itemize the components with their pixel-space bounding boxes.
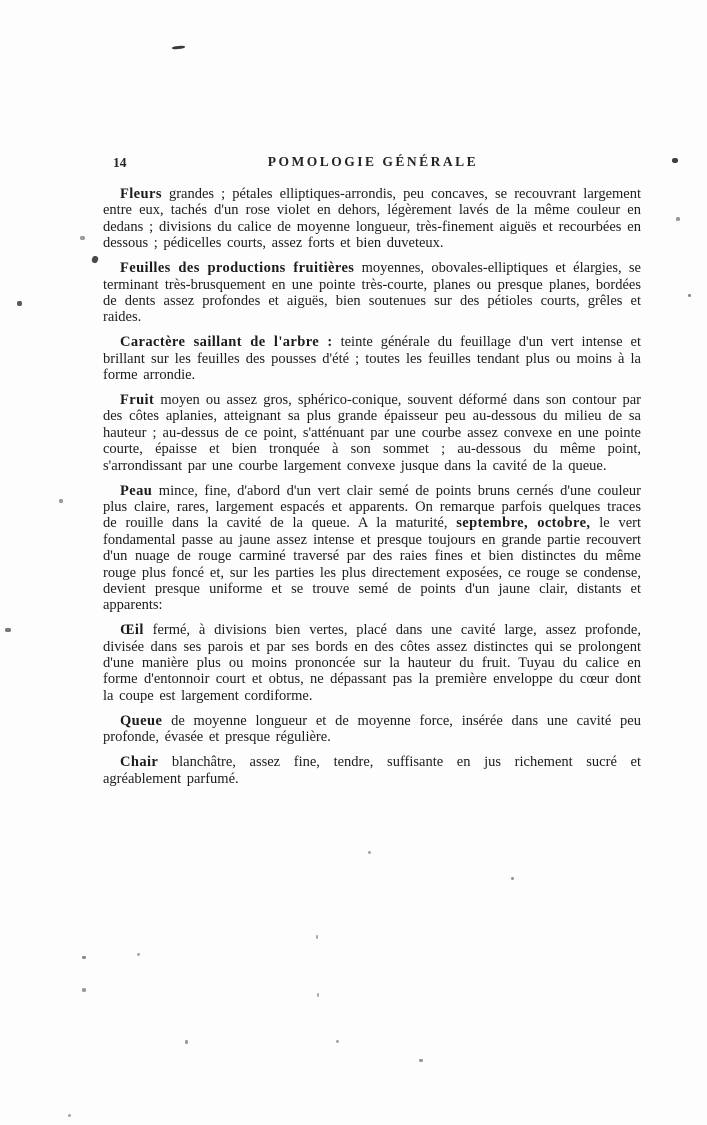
page-number: 14: [113, 155, 127, 170]
scan-speck: [672, 158, 678, 163]
running-title: POMOLOGIE GÉNÉRALE: [267, 154, 479, 169]
text-block: [103, 186, 641, 795]
paragraph-lead-word: Fleurs: [120, 186, 162, 202]
paragraph-lead-word: Peau: [120, 482, 153, 499]
paragraph-text: fermé, à divisions bien vertes, placé dans une cavité large, assez profonde, divisée dans ses parois et par ses bords en des côtes assez distinctes qui se prolongent d'une manière plus ou moins prononcée sur la hauteur du fruit. Tuyau du calice en forme d'entonnoir court et obtus, ne dépassant pas la première enveloppe du cœur dont la coupe est largement cordiforme.: [103, 622, 641, 704]
paragraph-lead-word: Fruit: [120, 391, 155, 408]
scan-speck: [336, 1040, 339, 1043]
paragraph: [103, 186, 641, 252]
scan-speck: [511, 877, 514, 880]
scan-speck: [316, 935, 318, 939]
scan-speck: [68, 1114, 71, 1117]
paragraph: [103, 334, 641, 383]
paragraph-text: mince, fine, d'abord d'un vert clair semé de points bruns cernés d'une couleur plus claire, rares, largement espacés et apparents. On remarque parfois quelques traces de rouille dans la cavité de la queue. A la maturité,: [103, 482, 641, 532]
paragraph-lead-word: Queue: [120, 712, 163, 729]
page-header: [103, 154, 643, 174]
paragraph-lead-word: Chair: [120, 754, 159, 771]
scan-speck: [82, 956, 86, 959]
paragraph-text: moyennes, obovales-elliptiques et élargies, se terminant très-brusquement en une pointe très-courte, planes ou presque planes, bordées de dents assez profondes et aiguës, bien soutenues sur des pétioles courts, grêles et raides.: [103, 260, 641, 326]
paragraph: [103, 622, 641, 704]
paragraph-text: blanchâtre, assez fine, tendre, suffisante en jus richement sucré et agréablement parfumé.: [103, 754, 641, 787]
scan-speck: [82, 988, 86, 992]
scan-speck: [17, 301, 22, 306]
paragraph-lead-word: Caractère saillant de l'arbre :: [120, 334, 333, 351]
scan-speck: [419, 1059, 423, 1062]
scan-speck: [317, 993, 319, 997]
paragraph-text: le vert fondamental passe au jaune assez intense et presque toujours en grande partie recouvert d'un nuage de rouge carminé traversé par des raies fines et bien distinctes du même rouge plus foncé et, sur les parties les plus directement exposées, ce rouge se condense, devient presque uniforme et se trouve semé de points d'un jaune clair, distants et apparents:: [103, 515, 641, 614]
paragraph: [103, 754, 641, 787]
paragraph: [103, 392, 641, 474]
paragraph: [103, 713, 641, 746]
paragraph: [103, 260, 641, 326]
scan-speck: [91, 255, 99, 264]
scan-speck: [137, 953, 140, 956]
scan-speck: [676, 217, 680, 221]
scan-speck: [688, 294, 691, 297]
scan-speck: [368, 851, 371, 854]
paragraph: [103, 483, 641, 614]
scan-speck: [59, 499, 63, 503]
paragraph-text: grandes ; pétales elliptiques-arrondis, peu concaves, se recouvrant largement entre eux, tachés d'un rose violet en dehors, légèrement lavés de la même couleur en dedans ; divisions du calice de moyenne longueur, très-finement aiguës et recourbées en dessous ; pédicelles courts, assez forts et bien duveteux.: [103, 186, 641, 252]
scan-speck: [185, 1040, 188, 1044]
paragraph-text: de moyenne longueur et de moyenne force, insérée dans une cavité peu profonde, évasée et presque régulière.: [103, 712, 641, 746]
scan-speck: [80, 236, 85, 240]
scan-speck: [172, 45, 185, 49]
paragraph-text: moyen ou assez gros, sphérico-conique, souvent déformé dans son contour par des côtes aplanies, atteignant sa plus grande épaisseur peu au-dessous du milieu de sa hauteur ; au-dessus de ce point, s'atténuant par une courbe assez convexe en une pointe courte, épaisse et bien tronquée à son sommet ; au-dessous du même point, s'arrondissant par une courbe largement convexe jusque dans la cavité de la queue.: [103, 391, 641, 474]
paragraph-lead-word: Œil: [120, 622, 144, 639]
scan-speck: [5, 628, 11, 632]
paragraph-lead-word: septembre, octobre,: [456, 515, 591, 532]
paragraph-lead-word: Feuilles des productions fruitières: [120, 260, 355, 277]
paragraph-text: teinte générale du feuillage d'un vert intense et brillant sur les feuilles des pousses d'été ; toutes les feuilles tendant plus ou moins à la forme arrondie.: [103, 334, 641, 384]
